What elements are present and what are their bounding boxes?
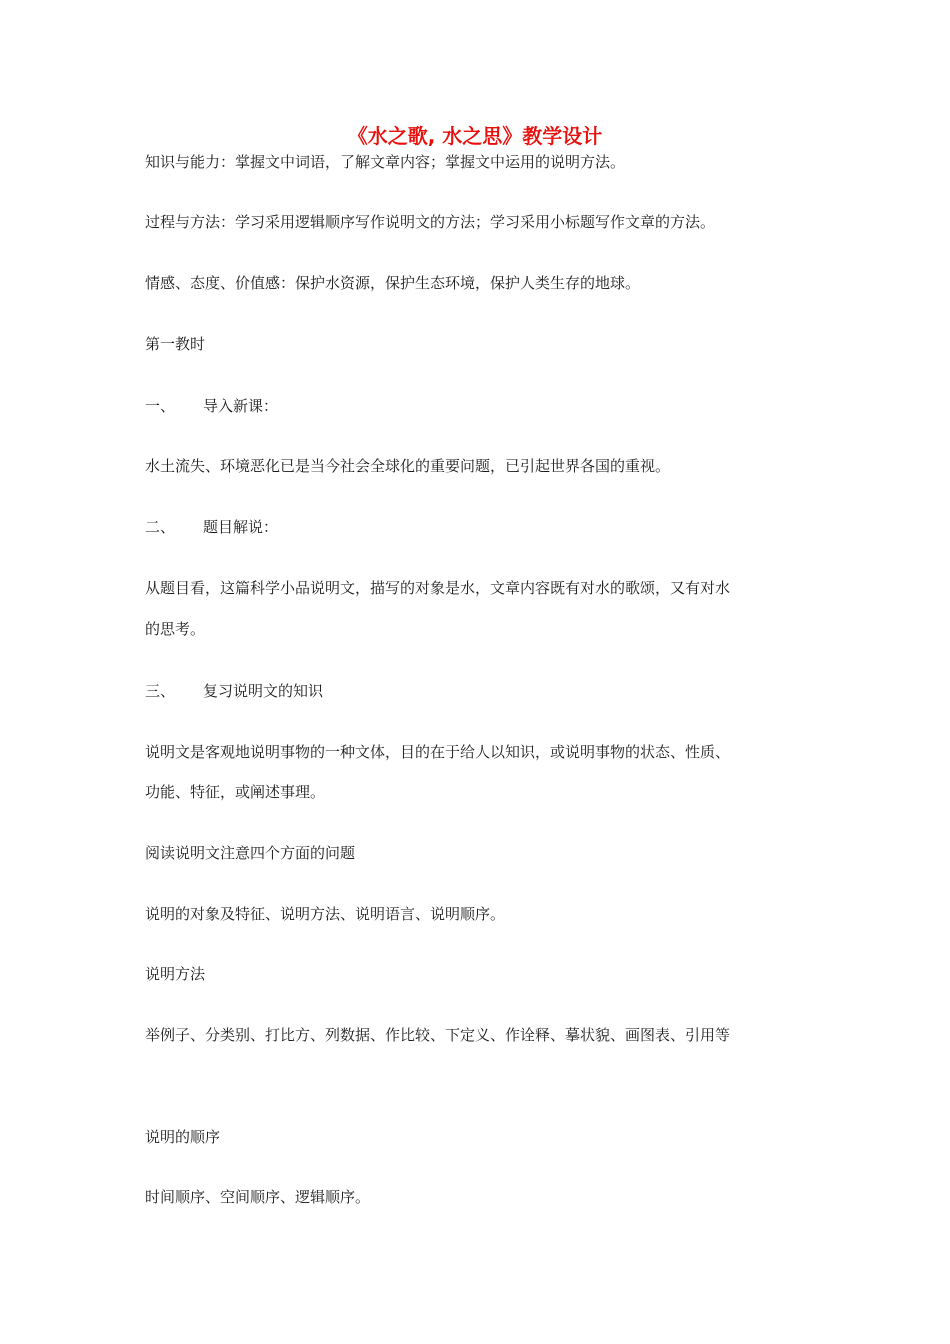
objective-emotion: 情感、态度、价值感：保护水资源，保护生态环境，保护人类生存的地球。 [145, 274, 641, 292]
section1-title: 导入新课： [203, 397, 279, 415]
methods-items: 举例子、分类别、打比方、列数据、作比较、下定义、作诠释、摹状貌、画图表、引用等 [145, 1026, 731, 1044]
order-heading: 说明的顺序 [145, 1128, 221, 1146]
objective-process: 过程与方法：学习采用逻辑顺序写作说明文的方法；学习采用小标题写作文章的方法。 [145, 213, 716, 231]
section3-title: 复习说明文的知识 [203, 682, 324, 700]
section2-heading [145, 517, 825, 537]
reading-heading: 阅读说明文注意四个方面的问题 [145, 844, 356, 862]
section3-number: 三、 [145, 682, 176, 700]
section1-text: 水土流失、环境恶化已是当今社会全球化的重要问题，已引起世界各国的重视。 [145, 457, 671, 475]
lesson-label: 第一教时 [145, 335, 206, 353]
reading-items: 说明的对象及特征、说明方法、说明语言、说明顺序。 [145, 905, 506, 923]
objective-knowledge: 知识与能力：掌握文中词语，了解文章内容；掌握文中运用的说明方法。 [145, 153, 626, 171]
section2-title: 题目解说： [203, 518, 279, 536]
section2-text-line1: 从题目看，这篇科学小品说明文，描写的对象是水，文章内容既有对水的歌颂，又有对水 [145, 579, 731, 597]
methods-heading: 说明方法 [145, 965, 206, 983]
order-items: 时间顺序、空间顺序、逻辑顺序。 [145, 1188, 371, 1206]
section2-text-line2: 的思考。 [145, 620, 206, 638]
section2-number: 二、 [145, 518, 176, 536]
definition-line1: 说明文是客观地说明事物的一种文体，目的在于给人以知识，或说明事物的状态、性质、 [145, 743, 731, 761]
definition-line2: 功能、特征，或阐述事理。 [145, 783, 326, 801]
document-title: 《水之歌, 水之思》教学设计 [347, 124, 603, 148]
section3-heading [145, 681, 825, 701]
section1-heading [145, 396, 825, 416]
section1-number: 一、 [145, 397, 176, 415]
